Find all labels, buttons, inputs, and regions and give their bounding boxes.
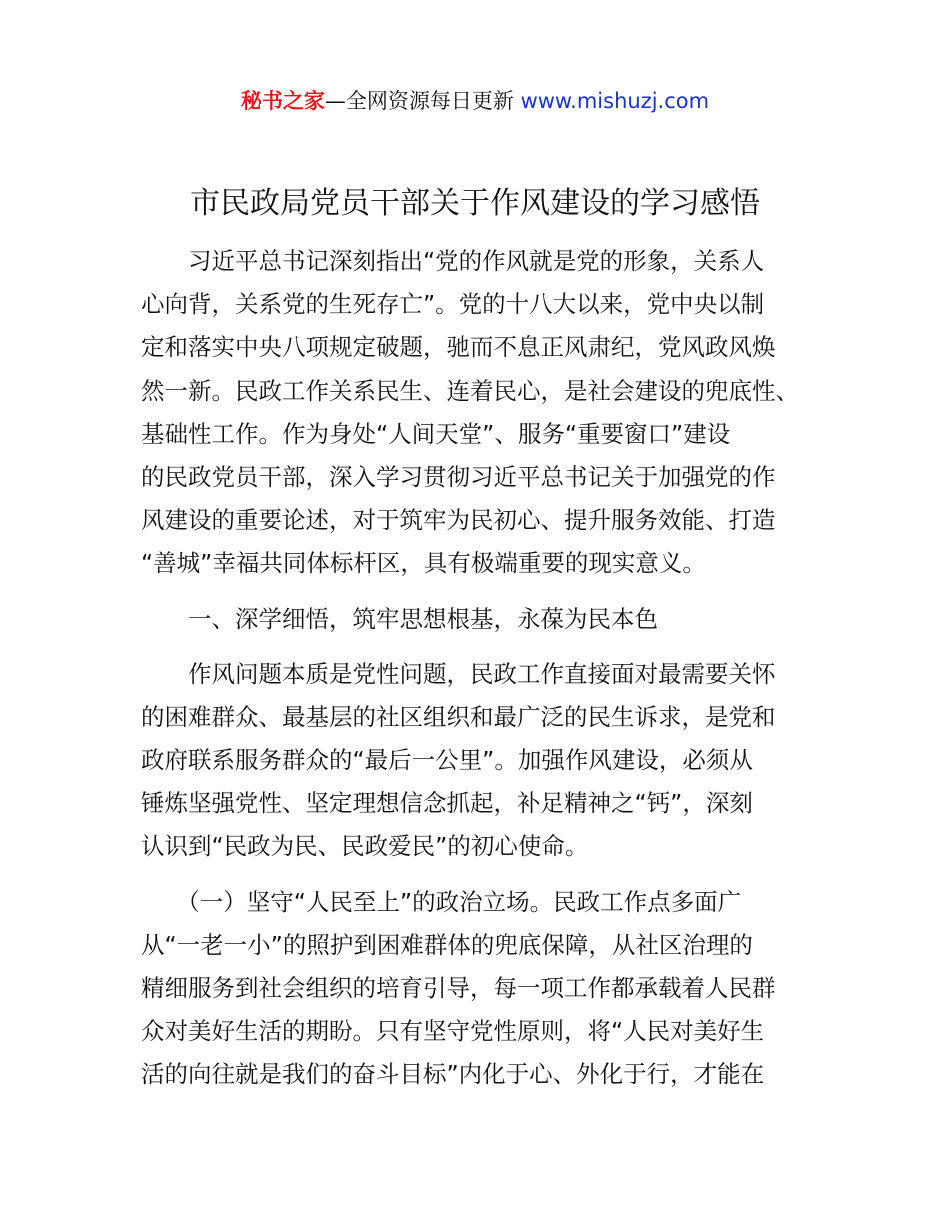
paragraph-intro	[141, 240, 821, 586]
text-line: 众对美好生活的期盼。只有坚守党性原则，将“人民对美好生	[141, 1017, 765, 1046]
text-line: 定和落实中央八项规定破题，驰而不息正风肃纪，党风政风焕	[141, 333, 776, 362]
text-line: 基础性工作。作为身处“人间天堂”、服务“重要窗口”建设	[141, 419, 731, 448]
paragraph-gap	[141, 586, 821, 598]
text-line: 锤炼坚强党性、坚定理想信念抓起，补足精神之“钙”，深刻	[141, 789, 753, 818]
paragraph-section-1	[141, 653, 821, 869]
text-line: 从“一老一小”的照护到困难群体的兜底保障，从社区治理的	[141, 930, 753, 959]
paragraph-gap	[141, 869, 821, 881]
text-line: （一）坚守“人民至上”的政治立场。民政工作点多面广	[141, 887, 742, 916]
text-line: 精细服务到社会组织的培育引导，每一项工作都承载着人民群	[141, 974, 776, 1002]
text-line: 一、深学细悟，筑牢思想根基，永葆为民本色	[141, 604, 658, 633]
site-tagline: —全网资源每日更新	[324, 89, 514, 113]
text-line: 习近平总书记深刻指出“党的作风就是党的形象，关系人	[141, 247, 765, 275]
text-line: 心向背，关系党的生死存亡”。党的十八大以来，党中央以制	[141, 290, 765, 319]
text-line: 认识到“民政为民、民政爱民”的初心使命。	[141, 832, 589, 861]
text-line: 活的向往就是我们的奋斗目标”内化于心、外化于行，才能在	[141, 1060, 765, 1089]
text-line: “善城”幸福共同体标杆区，具有极端重要的现实意义。	[141, 549, 706, 578]
text-line: 作风问题本质是党性问题，民政工作直接面对最需要关怀	[141, 659, 776, 688]
document-body	[141, 240, 821, 1097]
document-title: 市民政局党员干部关于作风建设的学习感悟	[190, 186, 760, 221]
text-line: 风建设的重要论述，对于筑牢为民初心、提升服务效能、打造	[141, 506, 776, 535]
text-line: 的困难群众、最基层的社区组织和最广泛的民生诉求，是党和	[141, 702, 776, 731]
text-line: 政府联系服务群众的“最后一公里”。加强作风建设，必须从	[141, 746, 753, 775]
site-header	[0, 86, 950, 116]
paragraph-gap	[141, 641, 821, 653]
text-line: 然一新。民政工作关系民生、连着民心，是社会建设的兜底性、	[141, 376, 799, 405]
paragraph-subsection-1	[141, 881, 821, 1097]
site-brand: 秘书之家	[240, 89, 325, 113]
text-line: 的民政党员干部，深入学习贯彻习近平总书记关于加强党的作	[141, 462, 776, 491]
section-heading-1	[141, 598, 821, 641]
site-url-link[interactable]: www.mishuzj.com	[520, 89, 710, 113]
